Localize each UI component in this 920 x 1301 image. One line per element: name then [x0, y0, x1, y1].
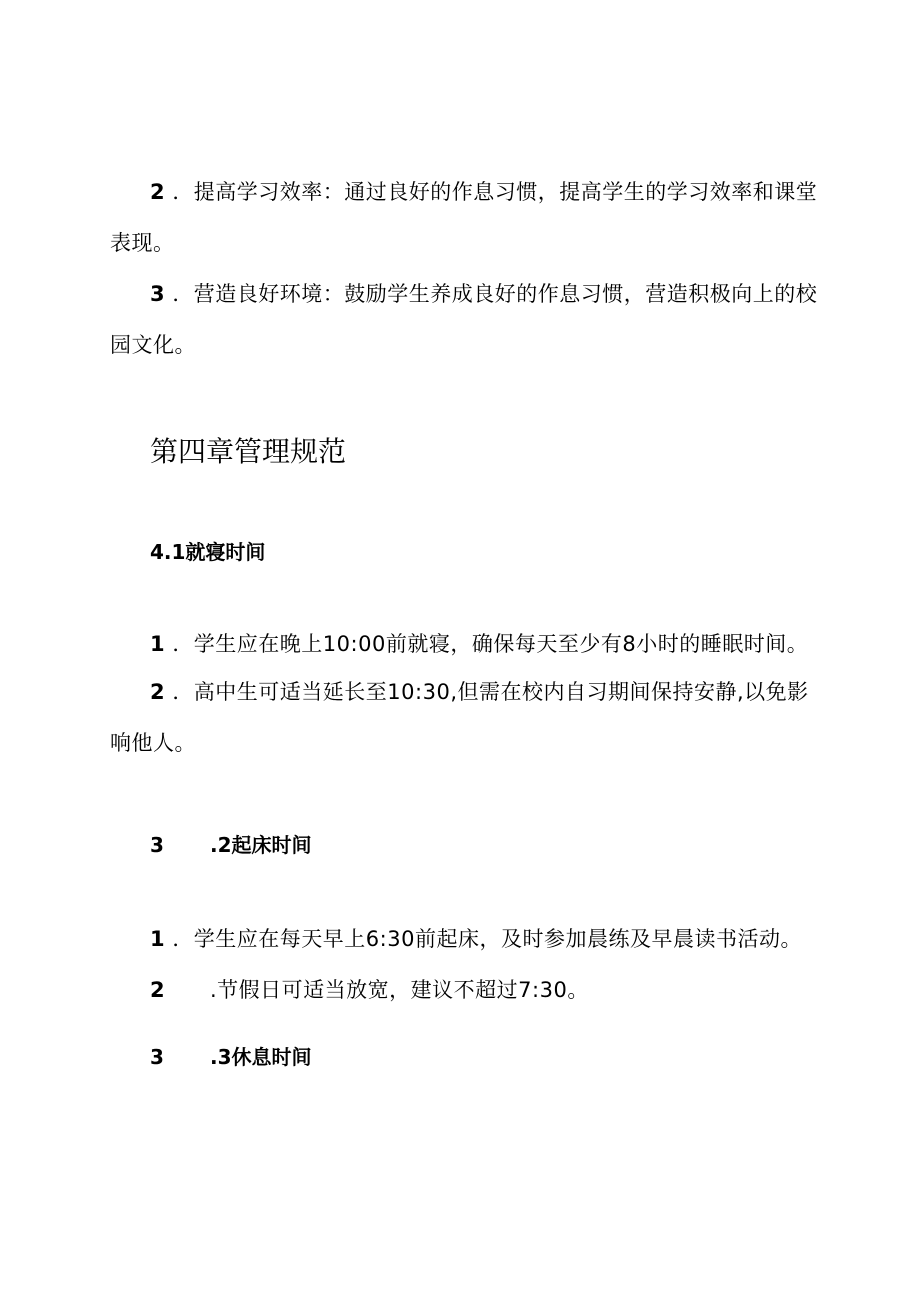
section-4-1-item-1-number: 1 [150, 632, 166, 656]
section-2-item-2-text: .节假日可适当放宽，建议不超过7:30。 [210, 978, 589, 1002]
section-4-1-item-1 [150, 629, 808, 659]
intro-item-3-text: ．营造良好环境：鼓励学生养成良好的作息习惯，营造积极向上的校园文化。 [110, 282, 818, 357]
section-4-1-item-2-text: ．高中生可适当延长至10:30,但需在校内自习期间保持安静,以免影响他人。 [110, 680, 809, 755]
section-heading-2-text: .2起床时间 [210, 833, 312, 857]
section-heading-3-text: .3休息时间 [210, 1045, 312, 1069]
section-2-item-1-number: 1 [150, 927, 166, 951]
section-4-1-item-2 [110, 667, 830, 769]
section-heading-2 [150, 830, 312, 860]
section-heading-4-1: 4.1就寝时间 [150, 540, 266, 564]
section-2-item-2-number: 2 [150, 978, 166, 1002]
chapter-title: 第四章管理规范 [150, 435, 347, 468]
intro-item-3-number: 3 [150, 282, 166, 306]
section-4-1-item-2-number: 2 [150, 680, 166, 704]
section-2-item-1-text: ．学生应在每天早上6:30前起床，及时参加晨练及早晨读书活动。 [172, 927, 802, 951]
intro-item-3 [110, 269, 830, 371]
intro-item-2 [110, 167, 830, 269]
intro-item-2-text: ．提高学习效率：通过良好的作息习惯，提高学生的学习效率和课堂表现。 [110, 180, 818, 255]
section-heading-3-number: 3 [150, 1045, 164, 1069]
section-2-item-1 [150, 924, 802, 954]
section-heading-3 [150, 1042, 312, 1072]
section-heading-2-number: 3 [150, 833, 164, 857]
section-2-item-2 [150, 975, 589, 1005]
section-4-1-item-1-text: ．学生应在晚上10:00前就寝，确保每天至少有8小时的睡眠时间。 [172, 632, 809, 656]
intro-item-2-number: 2 [150, 180, 166, 204]
